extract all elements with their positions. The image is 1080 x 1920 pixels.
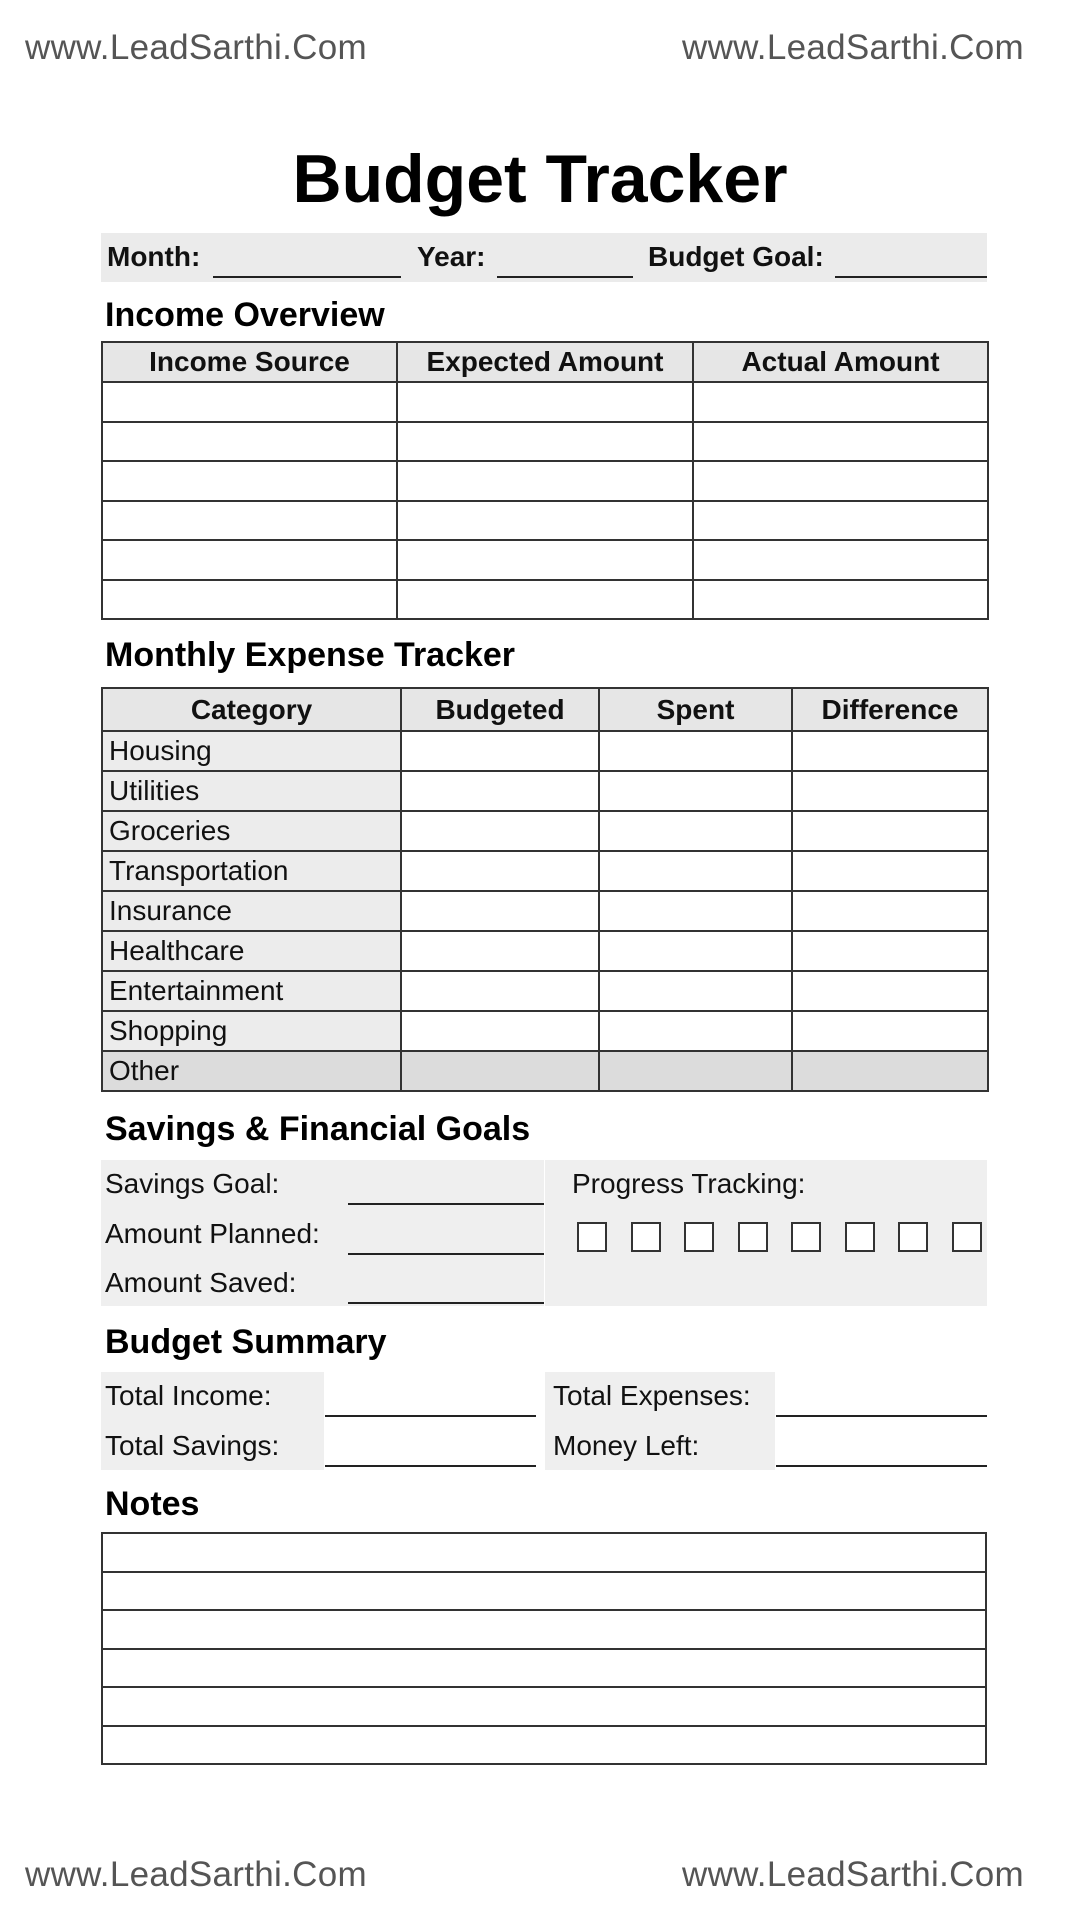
table-row [102, 501, 988, 541]
expense-cell[interactable] [401, 1051, 599, 1091]
expense-cell[interactable] [792, 971, 988, 1011]
category-cell: Housing [102, 731, 401, 771]
expense-cell[interactable] [792, 1011, 988, 1051]
year-field[interactable] [497, 276, 633, 278]
expense-cell[interactable] [792, 931, 988, 971]
income-table [101, 341, 989, 620]
progress-checkbox[interactable] [684, 1222, 714, 1252]
expense-table [101, 687, 989, 1092]
amount-planned-label: Amount Planned: [105, 1218, 320, 1249]
budget-goal-field[interactable] [835, 276, 987, 278]
expected-amount-header: Expected Amount [397, 342, 693, 382]
income-cell[interactable] [397, 382, 693, 422]
expense-cell[interactable] [792, 1051, 988, 1091]
expense-cell[interactable] [599, 811, 792, 851]
notes-cell[interactable] [102, 1533, 986, 1572]
income-cell[interactable] [397, 580, 693, 620]
income-cell[interactable] [102, 422, 397, 462]
table-row [102, 422, 988, 462]
total-expenses-field[interactable] [776, 1415, 987, 1417]
watermark-bottom-left: www.LeadSarthi.Com [25, 1855, 367, 1894]
category-cell: Entertainment [102, 971, 401, 1011]
income-cell[interactable] [693, 580, 988, 620]
amount-saved-label: Amount Saved: [105, 1267, 297, 1298]
table-row [102, 461, 988, 501]
expense-cell[interactable] [401, 851, 599, 891]
difference-header: Difference [792, 688, 988, 731]
notes-line [102, 1649, 986, 1688]
income-cell[interactable] [397, 540, 693, 580]
expense-cell[interactable] [792, 731, 988, 771]
expense-cell[interactable] [599, 1011, 792, 1051]
expense-cell[interactable] [401, 891, 599, 931]
table-row [102, 540, 988, 580]
notes-line [102, 1726, 986, 1765]
category-cell: Healthcare [102, 931, 401, 971]
progress-checkbox[interactable] [952, 1222, 982, 1252]
table-row [102, 811, 988, 851]
progress-checkbox[interactable] [845, 1222, 875, 1252]
total-income-field[interactable] [325, 1415, 536, 1417]
table-row [102, 731, 988, 771]
budget-summary-title: Budget Summary [105, 1323, 387, 1361]
expense-tracker-title: Monthly Expense Tracker [105, 636, 516, 674]
income-cell[interactable] [102, 382, 397, 422]
notes-table [101, 1532, 987, 1765]
category-cell: Utilities [102, 771, 401, 811]
income-cell[interactable] [102, 580, 397, 620]
progress-checkbox[interactable] [791, 1222, 821, 1252]
expense-cell[interactable] [792, 891, 988, 931]
notes-title: Notes [105, 1485, 200, 1523]
total-income-label: Total Income: [105, 1380, 272, 1411]
table-row [102, 382, 988, 422]
expense-cell[interactable] [599, 771, 792, 811]
category-header: Category [102, 688, 401, 731]
actual-amount-header: Actual Amount [693, 342, 988, 382]
notes-line [102, 1610, 986, 1649]
table-row [102, 771, 988, 811]
table-row [102, 931, 988, 971]
notes-cell[interactable] [102, 1687, 986, 1726]
progress-checkbox[interactable] [738, 1222, 768, 1252]
total-savings-field[interactable] [325, 1465, 536, 1467]
table-row [102, 891, 988, 931]
expense-cell[interactable] [599, 731, 792, 771]
expense-cell[interactable] [599, 931, 792, 971]
table-row [102, 580, 988, 620]
watermark-bottom-right: www.LeadSarthi.Com [682, 1855, 1024, 1894]
income-cell[interactable] [102, 501, 397, 541]
notes-line [102, 1687, 986, 1726]
income-overview-title: Income Overview [105, 296, 385, 334]
income-cell[interactable] [693, 540, 988, 580]
expense-cell[interactable] [401, 771, 599, 811]
table-row [102, 971, 988, 1011]
spent-header: Spent [599, 688, 792, 731]
expense-cell[interactable] [792, 811, 988, 851]
income-source-header: Income Source [102, 342, 397, 382]
category-cell: Shopping [102, 1011, 401, 1051]
notes-line [102, 1533, 986, 1572]
expense-cell[interactable] [792, 851, 988, 891]
income-cell[interactable] [397, 422, 693, 462]
table-row [102, 1011, 988, 1051]
page-title: Budget Tracker [292, 141, 788, 217]
month-field[interactable] [213, 276, 401, 278]
category-cell: Transportation [102, 851, 401, 891]
notes-cell[interactable] [102, 1572, 986, 1611]
savings-goal-label: Savings Goal: [105, 1168, 280, 1199]
expense-cell[interactable] [599, 891, 792, 931]
expense-cell[interactable] [401, 1011, 599, 1051]
expense-cell[interactable] [599, 1051, 792, 1091]
income-cell[interactable] [693, 501, 988, 541]
amount-saved-field[interactable] [348, 1302, 544, 1304]
expense-cell[interactable] [401, 971, 599, 1011]
expense-cell[interactable] [401, 811, 599, 851]
watermark-top-left: www.LeadSarthi.Com [25, 28, 367, 67]
notes-cell[interactable] [102, 1726, 986, 1765]
table-row [102, 851, 988, 891]
income-cell[interactable] [693, 461, 988, 501]
expense-cell[interactable] [599, 971, 792, 1011]
savings-goal-field[interactable] [348, 1203, 544, 1205]
expense-cell[interactable] [401, 731, 599, 771]
money-left-label: Money Left: [553, 1430, 700, 1461]
budgeted-header: Budgeted [401, 688, 599, 731]
progress-tracking-label: Progress Tracking: [572, 1168, 806, 1199]
income-cell[interactable] [102, 540, 397, 580]
income-cell[interactable] [693, 422, 988, 462]
income-cell[interactable] [397, 461, 693, 501]
progress-checkbox[interactable] [631, 1222, 661, 1252]
month-label: Month: [107, 241, 201, 272]
category-cell: Groceries [102, 811, 401, 851]
watermark-top-right: www.LeadSarthi.Com [682, 28, 1024, 67]
money-left-field[interactable] [776, 1465, 987, 1467]
amount-planned-field[interactable] [348, 1253, 544, 1255]
notes-cell[interactable] [102, 1649, 986, 1688]
category-cell: Other [102, 1051, 401, 1091]
savings-goals-title: Savings & Financial Goals [105, 1110, 531, 1148]
progress-checkbox[interactable] [898, 1222, 928, 1252]
income-cell[interactable] [397, 501, 693, 541]
category-cell: Insurance [102, 891, 401, 931]
expense-cell[interactable] [792, 771, 988, 811]
year-label: Year: [417, 241, 486, 272]
income-cell[interactable] [102, 461, 397, 501]
notes-line [102, 1572, 986, 1611]
budget-goal-label: Budget Goal: [648, 241, 824, 272]
notes-cell[interactable] [102, 1610, 986, 1649]
total-expenses-label: Total Expenses: [553, 1380, 751, 1411]
total-savings-label: Total Savings: [105, 1430, 280, 1461]
header-bar [101, 233, 987, 282]
expense-cell[interactable] [401, 931, 599, 971]
expense-cell[interactable] [599, 851, 792, 891]
progress-checkbox[interactable] [577, 1222, 607, 1252]
income-cell[interactable] [693, 382, 988, 422]
table-row [102, 1051, 988, 1091]
